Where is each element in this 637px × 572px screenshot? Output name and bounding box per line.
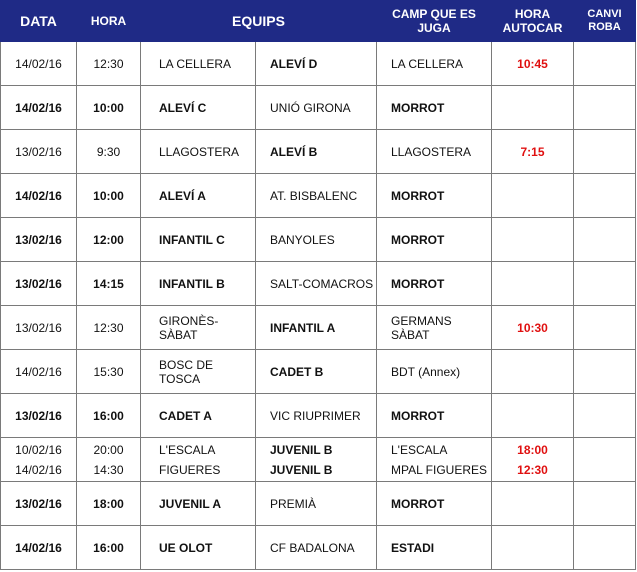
time-cell [77,174,141,218]
canvi-roba-cell [574,218,636,262]
time-cell-text: 16:00 [93,408,124,423]
date-cell-text: 14/02/16 [15,188,62,203]
time-cell-text: 9:30 [96,144,121,159]
bus-time-cell [492,262,574,306]
time-cell-text: 10:00 [93,188,124,203]
header-hora: HORA [77,1,141,42]
team2-cell [256,174,377,218]
team1-cell-text: INFANTIL C [159,232,225,247]
team2-cell-text: PREMIÀ [270,496,317,511]
team1-cell-text: ALEVÍ C [159,100,207,115]
team1-cell-text: ALEVÍ A [159,188,206,203]
field-cell [377,306,492,350]
date-cell [1,86,77,130]
table-row [1,262,636,306]
table-row [1,350,636,394]
team1-cell [141,526,256,570]
header-row [1,1,636,42]
canvi-roba-cell [574,526,636,570]
field-cell-text: BDT (Annex) [391,364,461,379]
field-cell [377,482,492,526]
bus-time-cell [492,394,574,438]
time-cell-text: 18:00 [93,496,124,511]
team2-cell-text: CADET B [270,364,324,379]
field-cell [377,86,492,130]
date-cell-text: 13/02/16 [15,496,62,511]
bus-time-cell-line: 12:30 [517,462,548,477]
date-cell-text: 13/02/16 [15,144,62,159]
table-row [1,86,636,130]
bus-time-cell [492,306,574,350]
canvi-roba-cell [574,350,636,394]
field-cell-text: MORROT [391,232,445,247]
field-cell-text: GERMANS SÀBAT [391,313,452,342]
header-camp: CAMP QUE ES JUGA [377,1,492,42]
table-body [1,42,636,570]
date-cell [1,482,77,526]
bus-time-cell-text: 10:45 [517,56,548,71]
bus-time-cell [492,482,574,526]
time-cell-text: 15:30 [93,364,124,379]
date-cell [1,526,77,570]
canvi-roba-cell [574,394,636,438]
time-cell [77,306,141,350]
date-cell-line: 14/02/16 [15,462,62,477]
field-cell [377,394,492,438]
time-cell [77,86,141,130]
team2-cell-text: BANYOLES [270,232,335,247]
team1-cell [141,42,256,86]
team2-cell-text: UNIÓ GIRONA [270,100,351,115]
date-cell-text: 13/02/16 [15,408,62,423]
team2-cell [256,482,377,526]
bus-time-cell-line: 18:00 [517,442,548,457]
time-cell [77,438,141,482]
date-cell [1,306,77,350]
table-row [1,394,636,438]
date-cell [1,218,77,262]
table-row-double [1,438,636,482]
field-cell-text: ESTADI [391,540,435,555]
field-cell [377,130,492,174]
table-row [1,526,636,570]
date-cell [1,350,77,394]
bus-time-cell [492,438,574,482]
time-cell-text: 10:00 [93,100,124,115]
time-cell [77,482,141,526]
team2-cell [256,42,377,86]
team1-cell-text: INFANTIL B [159,276,225,291]
team2-cell [256,350,377,394]
header-canvi-roba: CANVI ROBA [574,1,636,42]
team2-cell-text: AT. BISBALENC [270,188,358,203]
date-cell [1,394,77,438]
field-cell [377,218,492,262]
field-cell-text: LLAGOSTERA [391,144,472,159]
team1-cell-line: FIGUERES [159,462,221,477]
time-cell [77,42,141,86]
canvi-roba-cell [574,262,636,306]
team1-cell [141,218,256,262]
bus-time-cell [492,218,574,262]
bus-time-cell [492,526,574,570]
team1-cell [141,394,256,438]
team2-cell [256,130,377,174]
field-cell [377,526,492,570]
table-row [1,306,636,350]
time-cell [77,218,141,262]
bus-time-cell [492,174,574,218]
team2-cell-text: VIC RIUPRIMER [270,408,361,423]
header-hora-autocar: HORA AUTOCAR [492,1,574,42]
field-cell [377,42,492,86]
field-cell [377,262,492,306]
team1-cell [141,482,256,526]
time-cell [77,394,141,438]
team2-cell [256,394,377,438]
time-cell-text: 12:30 [93,56,124,71]
field-cell [377,438,492,482]
date-cell-text: 14/02/16 [15,540,62,555]
canvi-roba-cell [574,42,636,86]
bus-time-cell [492,350,574,394]
field-cell-text: MORROT [391,408,445,423]
bus-time-cell [492,130,574,174]
bus-time-cell-text: 7:15 [520,144,545,159]
date-cell [1,174,77,218]
team1-cell [141,86,256,130]
bus-time-cell [492,42,574,86]
bus-time-cell [492,86,574,130]
date-cell [1,438,77,482]
time-cell-text: 12:30 [93,320,124,335]
team2-cell-line: JUVENIL B [270,442,333,457]
team1-cell [141,262,256,306]
field-cell-text: MORROT [391,188,445,203]
team2-cell [256,306,377,350]
date-cell [1,262,77,306]
canvi-roba-cell [574,86,636,130]
field-cell-line: L'ESCALA [391,442,448,457]
team1-cell-text: BOSC DE TOSCA [159,357,214,386]
field-cell [377,174,492,218]
header-data: DATA [1,1,77,42]
date-cell [1,130,77,174]
canvi-roba-cell [574,174,636,218]
canvi-roba-cell [574,482,636,526]
field-cell-text: MORROT [391,276,445,291]
time-cell-line: 20:00 [93,442,124,457]
team1-cell-line: L'ESCALA [159,442,216,457]
team2-cell [256,526,377,570]
team1-cell [141,350,256,394]
date-cell-text: 13/02/16 [15,320,62,335]
team2-cell [256,262,377,306]
field-cell-line: MPAL FIGUERES [391,462,488,477]
team1-cell-text: LA CELLERA [159,56,232,71]
date-cell-line: 10/02/16 [15,442,62,457]
date-cell-text: 14/02/16 [15,364,62,379]
table-row [1,130,636,174]
team1-cell-text: UE OLOT [159,540,213,555]
team2-cell-text: ALEVÍ B [270,144,318,159]
team2-cell-text: CF BADALONA [270,540,355,555]
table-row [1,42,636,86]
time-cell-text: 12:00 [93,232,124,247]
time-cell-text: 16:00 [93,540,124,555]
team2-cell [256,218,377,262]
bus-time-cell-text: 10:30 [517,320,548,335]
field-cell-text: LA CELLERA [391,56,464,71]
date-cell-text: 13/02/16 [15,232,62,247]
field-cell-text: MORROT [391,496,445,511]
time-cell-text: 14:15 [93,276,124,291]
team2-cell-line: JUVENIL B [270,462,333,477]
team1-cell [141,438,256,482]
canvi-roba-cell [574,130,636,174]
time-cell [77,262,141,306]
team1-cell [141,306,256,350]
date-cell-text: 13/02/16 [15,276,62,291]
team2-cell-text: INFANTIL A [270,320,336,335]
canvi-roba-cell [574,306,636,350]
table-row [1,482,636,526]
time-cell [77,130,141,174]
date-cell-text: 14/02/16 [15,56,62,71]
team2-cell [256,438,377,482]
team1-cell-text: CADET A [159,408,212,423]
team1-cell-text: JUVENIL A [159,496,222,511]
field-cell [377,350,492,394]
time-cell [77,526,141,570]
field-cell-text: MORROT [391,100,445,115]
team1-cell [141,174,256,218]
team1-cell [141,130,256,174]
time-cell-line: 14:30 [93,462,124,477]
header-equips: EQUIPS [141,1,377,42]
time-cell [77,350,141,394]
team2-cell [256,86,377,130]
team1-cell-text: LLAGOSTERA [159,144,240,159]
table-row [1,174,636,218]
team1-cell-text: GIRONÈS-SÀBAT [159,313,219,342]
date-cell [1,42,77,86]
team2-cell-text: ALEVÍ D [270,56,318,71]
team2-cell-text: SALT-COMACROS [270,276,374,291]
date-cell-text: 14/02/16 [15,100,62,115]
canvi-roba-cell [574,438,636,482]
table-row [1,218,636,262]
